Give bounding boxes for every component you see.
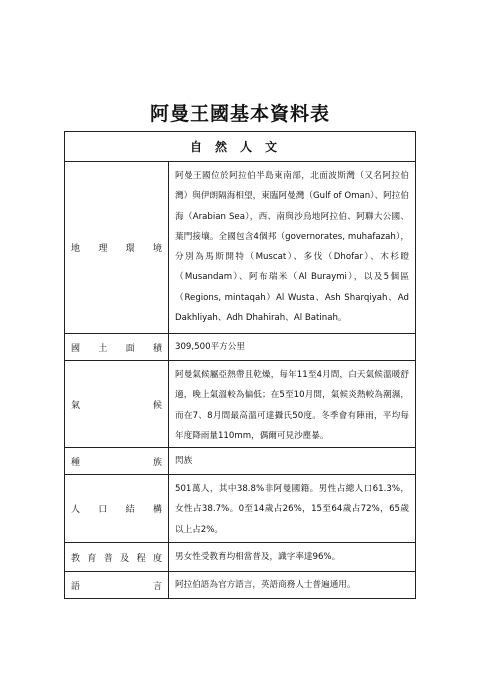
row-content: 阿曼氣候屬亞熱帶且乾燥，每年11至4月間，白天氣候溫暖舒適，晚上氣溫較為偏低；在5至10月間，氣候炎熱較為潮濕，而在7、8月間最高溫可達攝氏50度。冬季會有陣雨，平均每年度降雨量110mm，偶爾可見沙塵暴。 xyxy=(175,370,409,441)
page-title: 阿曼王國基本資料表 xyxy=(149,103,330,125)
row-label xyxy=(65,361,169,447)
row-label-char: 國 xyxy=(71,343,81,354)
row-label-char: 結 xyxy=(125,505,135,515)
row-label xyxy=(65,334,169,360)
row-label-char: 育 xyxy=(87,553,97,564)
row-label-char: 語 xyxy=(71,581,81,592)
table-row xyxy=(65,334,415,361)
info-table xyxy=(64,131,416,599)
table-row xyxy=(65,162,415,334)
row-label xyxy=(65,543,169,571)
row-label xyxy=(65,162,169,333)
row-content: 男女性受教育均相當普及，識字率達96%。 xyxy=(175,552,341,562)
row-label-char: 言 xyxy=(152,581,162,592)
row-label-char: 境 xyxy=(152,244,162,254)
row-label-char: 候 xyxy=(152,400,162,411)
table-row xyxy=(65,543,415,572)
row-label-char: 構 xyxy=(152,505,162,515)
row-label-char: 積 xyxy=(152,343,162,354)
row-content: 閃族 xyxy=(175,456,193,466)
row-content: 阿曼王國位於阿拉伯半島東南部，北面波斯灣（又名阿拉伯灣）與伊朗隔海相望，東臨阿曼灣（Gulf of Oman）、阿拉伯海（Arabian Sea），西、南與沙烏地阿拉伯、阿聯大公國、葉門接壤。全國包含4個邦（governorates, muhafazah），分別為馬斯開特（Muscat）、多伐（Dhofar）、木杉瞪（Musandam）、阿布瑞米（Al Buraymi），以及5個區（Regions, mintaqah）Al Wusta、Ash Sharqiyah、Ad Dakhliyah、Adh Dhahirah、Al Batinah。 xyxy=(175,171,409,324)
table-row xyxy=(65,572,415,598)
row-label-char: 口 xyxy=(98,505,108,515)
row-label xyxy=(65,475,169,542)
row-label-char: 理 xyxy=(98,244,108,254)
row-content: 阿拉伯語為官方語言，英語商務人士普遍通用。 xyxy=(175,580,356,590)
row-label-char: 族 xyxy=(152,457,162,468)
table-row xyxy=(65,448,415,475)
row-label-char: 人 xyxy=(71,505,81,515)
row-label-char: 度 xyxy=(152,553,162,564)
row-label-char: 環 xyxy=(125,244,135,254)
row-label-char: 土 xyxy=(98,343,108,354)
row-label-char: 氣 xyxy=(71,400,81,411)
row-label-char: 及 xyxy=(120,553,130,564)
row-label-char: 面 xyxy=(125,343,135,354)
row-content: 309,500平方公里 xyxy=(175,342,245,352)
row-label-char: 普 xyxy=(103,553,113,564)
row-label-char: 程 xyxy=(136,553,146,564)
row-label xyxy=(65,448,169,474)
section-header: 自然人文 xyxy=(65,132,415,162)
row-label-char: 地 xyxy=(71,244,81,254)
row-content: 501萬人，其中38.8%非阿曼國籍。男性占總人口61.3%，女性占38.7%。0至14歲占26%，15至64歲占72%，65歲以上占2%。 xyxy=(175,484,409,535)
row-label xyxy=(65,572,169,598)
table-row xyxy=(65,361,415,448)
row-label-char: 教 xyxy=(71,553,81,564)
row-label-char: 種 xyxy=(71,457,81,468)
table-row xyxy=(65,475,415,543)
